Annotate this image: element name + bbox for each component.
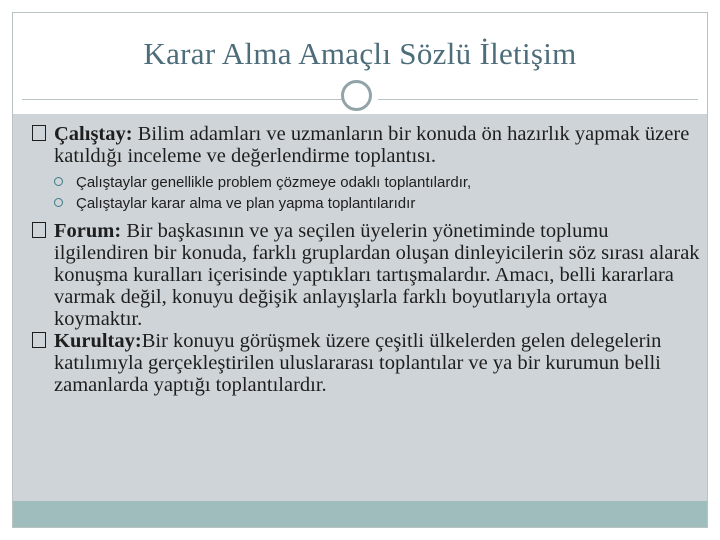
slide-body [32,123,700,396]
square-bullet-icon [32,125,46,141]
divider-right [378,99,698,100]
divider-left [22,99,342,100]
bullet-calistay [32,123,700,167]
sub-list [54,172,700,214]
sub-item [54,193,700,214]
circle-bullet-icon [54,198,63,207]
sub-item [54,172,700,193]
definition-forum: Bir başkasının ve ya seçilen üyelerin yönetiminde toplumu ilgilendiren bir konuda, farklı gruplardan oluşan dinleyicilerin söz sırası alarak konuşma kuralları içerisinde yaptıkları tartışmalardır. Amacı, belli kararlara varmak değil, konuyu değişik anlayışlarla farklı boyutlarıyla ortaya koymaktır. [54,220,700,330]
definition-kurultay: Bir konuyu görüşmek üzere çeşitli ülkelerden gelen delegelerin katılımıyla gerçekleştirilen uluslararası toplantılar ve ya bir kurumun belli zamanlarda yaptığı toplantılardır. [54,330,662,396]
bullet-forum [32,220,700,330]
sub-item-text: Çalıştaylar karar alma ve plan yapma toplantılarıdır [76,195,416,212]
bullet-kurultay [32,330,700,396]
square-bullet-icon [32,222,46,238]
term-calistay: Çalıştay: [54,123,133,145]
term-kurultay: Kurultay: [54,330,142,352]
circle-bullet-icon [54,177,63,186]
slide-title: Karar Alma Amaçlı Sözlü İletişim [143,36,577,71]
sub-item-text: Çalıştaylar genellikle problem çözmeye odaklı toplantılardır, [76,174,472,191]
circle-ornament-icon [341,80,372,111]
term-forum: Forum: [54,220,122,242]
definition-calistay: Bilim adamları ve uzmanların bir konuda ön hazırlık yapmak üzere katıldığı inceleme ve değerlendirme toplantısı. [54,123,690,167]
square-bullet-icon [32,332,46,348]
footer-bar [13,501,707,527]
